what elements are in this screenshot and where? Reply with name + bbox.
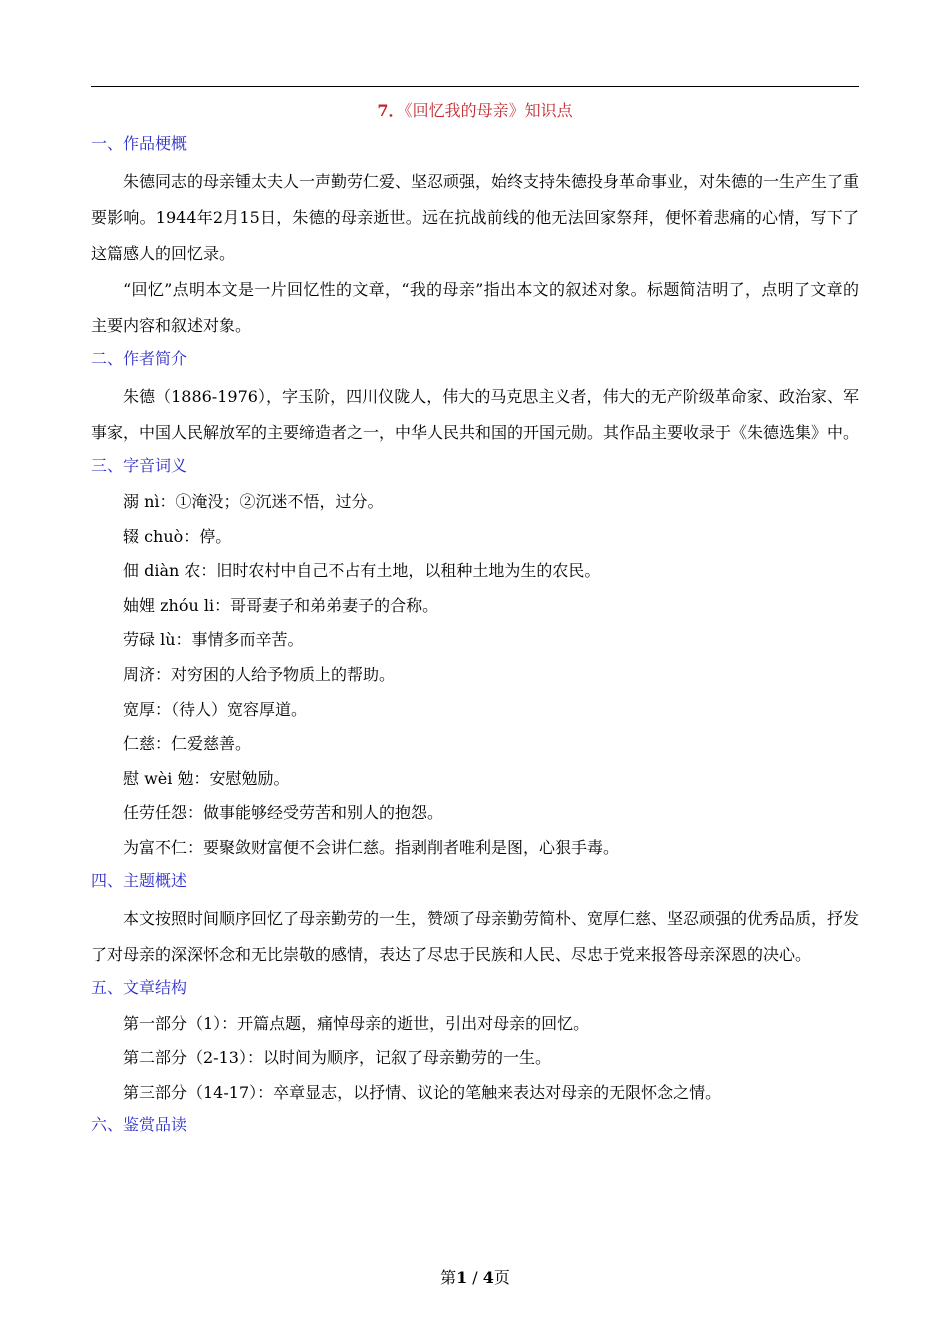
structure-item: 第三部分（14-17）：卒章显志，以抒情、议论的笔触来表达对母亲的无限怀念之情。: [123, 1082, 722, 1102]
vocab-item: 溺 nì：①淹没；②沉迷不悟，过分。: [123, 492, 384, 511]
section-heading-vocabulary: 三、字音词义: [91, 456, 188, 475]
page-sep: /: [467, 1268, 483, 1287]
vocab-item: 为富不仁：要聚敛财富便不会讲仁慈。指剥削者唯利是图，心狠手毒。: [123, 837, 620, 857]
vocab-item: 妯娌 zhóu li：哥哥妻子和弟弟妻子的合称。: [123, 595, 439, 615]
vocab-item: 周济：对穷困的人给予物质上的帮助。: [123, 664, 396, 684]
vocab-item: 佃 diàn 农：旧时农村中自己不占有土地，以租种土地为生的农民。: [123, 561, 601, 581]
header-rule: [91, 86, 859, 87]
structure-item: 第二部分（2-13）：以时间为顺序，记叙了母亲勤劳的一生。: [123, 1048, 551, 1068]
document-title: [91, 100, 859, 122]
page-prefix: 第: [440, 1268, 457, 1287]
section-heading-theme: 四、主题概述: [91, 870, 188, 890]
page-total: 4: [482, 1268, 494, 1287]
title-text: 《回忆我的母亲》知识点: [404, 101, 573, 120]
section-heading-appreciation: 六、鉴赏品读: [91, 1115, 188, 1135]
vocab-item: 仁慈：仁爱慈善。: [123, 734, 252, 754]
page-suffix: 页: [493, 1268, 510, 1287]
section-heading-structure: 五、文章结构: [91, 977, 188, 997]
vocab-item: 劳碌 lù：事情多而辛苦。: [123, 630, 304, 650]
page-number: [0, 1267, 950, 1289]
structure-item: 第一部分（1）：开篇点题，痛悼母亲的逝世，引出对母亲的回忆。: [123, 1013, 590, 1033]
paragraph: 朱德（1886-1976），字玉阶，四川仪陇人，伟大的马克思主义者，伟大的无产阶级革命家、政治家、军事家，中国人民解放军的主要缔造者之一，中华人民共和国的开国元勋。其作品主要收录于《朱德选集》中。: [91, 387, 860, 442]
vocab-item: 辍 chuò：停。: [123, 526, 232, 546]
vocab-item: 任劳任怨：做事能够经受劳苦和别人的抱怨。: [123, 803, 444, 823]
page-current: 1: [456, 1268, 468, 1287]
vocab-item: 慰 wèi 勉：安慰勉励。: [123, 768, 290, 788]
paragraph: “回忆”点明本文是一片回忆性的文章，“我的母亲”指出本文的叙述对象。标题简洁明了，点明了文章的主要内容和叙述对象。: [91, 280, 859, 335]
paragraph: 朱德同志的母亲锺太夫人一声勤劳仁爱、坚忍顽强，始终支持朱德投身革命事业，对朱德的一生产生了重要影响。1944年2月15日，朱德的母亲逝世。远在抗战前线的他无法回家祭拜，便怀着悲痛的心情，写下了这篇感人的回忆录。: [91, 172, 860, 263]
section-heading-synopsis: 一、作品梗概: [91, 134, 188, 153]
title-number: 7．: [377, 101, 405, 120]
paragraph: 本文按照时间顺序回忆了母亲勤劳的一生，赞颂了母亲勤劳简朴、宽厚仁慈、坚忍顽强的优秀品质，抒发了对母亲的深深怀念和无比崇敬的感情，表达了尽忠于民族和人民、尽忠于党来报答母亲深恩的决心。: [91, 908, 860, 964]
section-heading-author: 二、作者简介: [91, 349, 188, 368]
document-body: [91, 133, 859, 1149]
vocab-item: 宽厚：（待人）宽容厚道。: [123, 699, 308, 719]
